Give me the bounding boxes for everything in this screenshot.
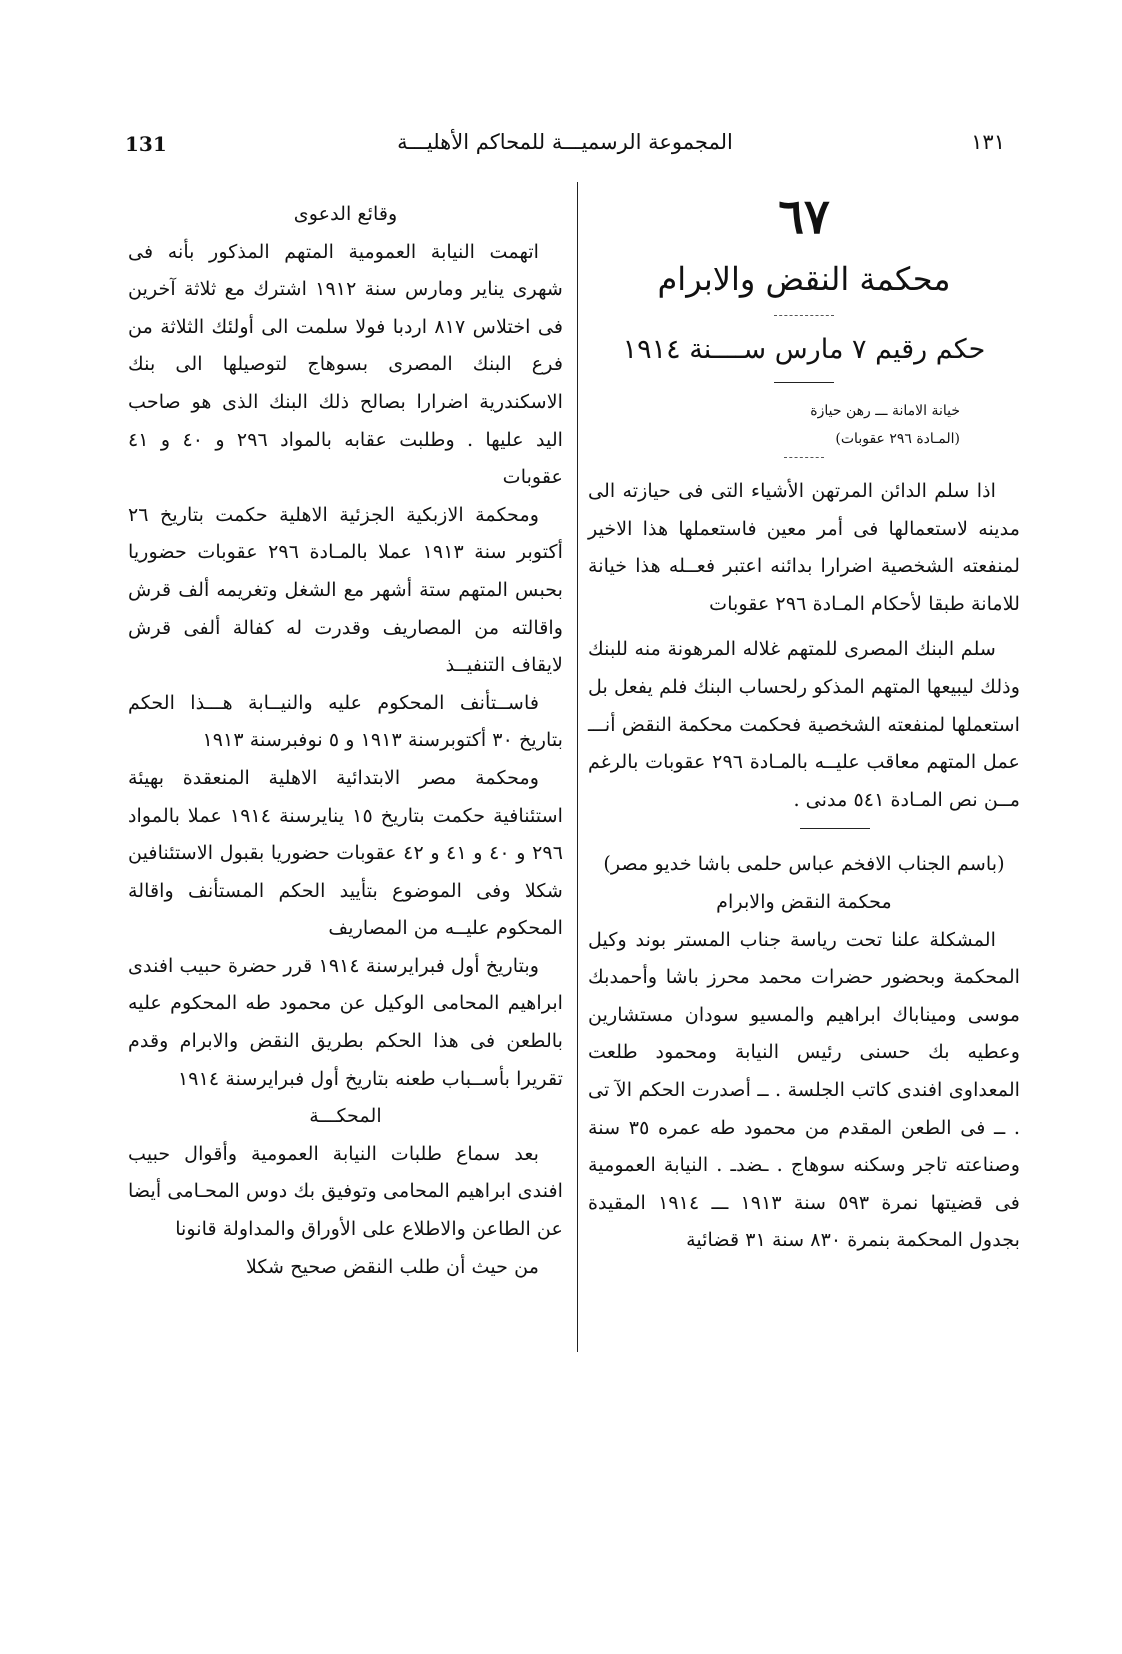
page-number-latin: 131 xyxy=(125,132,167,156)
facts-paragraph-2: ومحكمة الازبكية الجزئية الاهلية حكمت بتاريخ ٢٦ أكتوبر سنة ١٩١٣ عملا بالمـادة ٢٩٦ عقوبات حضوريا بحبس المتهم ستة أشهر مع الشغل وتغريمه ألف قرش واقالته من المصاريف وقدرت له كفالة ألفى قرش لايقاف التنفيــذ xyxy=(128,502,563,677)
facts-heading: وقائع الدعوى xyxy=(293,202,398,225)
running-title: المجموعة الرسميـــة للمحاكم الأهليـــة xyxy=(397,130,733,154)
case-number: ٦٧ xyxy=(778,189,830,245)
dashed-divider xyxy=(774,315,834,316)
sovereign-heading: (باسم الجناب الافخم عباس حلمى باشا خديو مصر) xyxy=(603,852,1005,876)
title-rule xyxy=(774,382,834,383)
page-number-arabic: ١٣١ xyxy=(971,130,1005,154)
court-section-heading: المحكـــة xyxy=(309,1104,382,1128)
section-rule xyxy=(800,828,870,829)
court-paragraph-1: بعد سماع طلبات النيابة العمومية وأقوال حبيب افندى ابراهيم المحامى وتوفيق بك دوس المحـامى أيضا عن الطاعن والاطلاع على الأوراق والمداولة قانونا xyxy=(128,1141,563,1241)
court-paragraph-2: من حيث أن طلب النقض صحيح شكلا xyxy=(245,1254,539,1278)
page-header xyxy=(125,128,1005,164)
facts-paragraph-4: ومحكمة مصر الابتدائية الاهلية المنعقدة بهيئة استئنافية حكمت بتاريخ ١٥ ينايرسنة ١٩١٤ عملا بالمواد ٢٩٦ و ٤٠ و ٤١ و ٤٢ عقوبات حضوريا بقبول الاستئنافين شكلا وفى الموضوع بتأييد الحكم المستأنف واقالة المحكوم عليــه من المصاريف xyxy=(128,765,563,940)
court-subheading: محكمة النقض والابرام xyxy=(716,889,892,913)
right-column xyxy=(588,185,1020,1259)
left-column xyxy=(128,195,563,1285)
column-divider xyxy=(577,182,578,1352)
facts-paragraph-5: وبتاريخ أول فبرايرسنة ١٩١٤ قرر حضرة حبيب افندى ابراهيم المحامى الوكيل عن محمود طه المحكوم عليه بالطعن فى هذا الحكم بطريق النقض والابرام وقدم تقريرا بأســباب طعنه بتاريخ أول فبرايرسنة ١٩١٤ xyxy=(128,953,563,1090)
court-composition: المشكلة علنا تحت رياسة جناب المستر بوند وكيل المحكمة وبحضور حضرات محمد محرز باشا وأحمدبك موسى وميناباك ابراهيم والمسيو سودان مستشارين وعطيه بك حسنى رئيس النيابة ومحمود طلعت المعداوى افندى كاتب الجلسة . ــ أصدرت الحكم الآ تى . ــ فى الطعن المقدم من محمود طه عمره ٣٥ سنة وصناعته تاجر وسكنه سوهاج . ـضدـ . النيابة العمومية فى قضيتها نمرة ٥٩٣ سنة ١٩١٣ ـــ ١٩١٤ المقيدة بجدول المحكمة بنمرة ٨٣٠ سنة ٣١ قضائية xyxy=(588,927,1020,1252)
principle-paragraph-2: سلم البنك المصرى للمتهم غلاله المرهونة منه للبنك وذلك ليبيعها المتهم المذكو رلحساب البنك فلم يفعل بل استعملها لمنفعته الشخصية فحكمت محكمة النقض أنـــ عمل المتهم معاقب عليــه بالمـادة ٢٩٦ عقوبات بالرغم مــن نص المـادة ٥٤١ مدنى . xyxy=(588,637,1020,811)
subject-article: (المـادة ٢٩٦ عقوبات) xyxy=(835,431,960,447)
subject-line: خيانة الامانة ـــ رهن حيازة xyxy=(810,403,960,419)
facts-paragraph-3: فاســتأنف المحكوم عليه والنيــابة هـــذا الحكم بتاريخ ٣٠ أكتوبرسنة ١٩١٣ و ٥ نوفبرسنة ١٩١٣ xyxy=(128,690,563,752)
dashed-divider-small xyxy=(784,457,824,458)
facts-paragraph-1: اتهمت النيابة العمومية المتهم المذكور بأنه فى شهرى يناير ومارس سنة ١٩١٢ اشترك مع ثلاثة آخرين فى اختلاس ٨١٧ اردبا فولا سلمت الى أولئك الثلاثة من فرع البنك المصرى بسوهاج لتوصيلها الى بنك الاسكندرية اضرارا بصالح ذلك البنك الذى هو صاحب اليد عليها . وطلبت عقابه بالمواد ٢٩٦ و ٤٠ و ٤١ عقوبات xyxy=(128,239,563,489)
principle-paragraph-1: اذا سلم الدائن المرتهن الأشياء التى فى حيازته الى مدينه لاستعمالها فى أمر معين فاستعملها هذا الاخير لمنفعته الشخصية اضرارا بدائنه اعتبر فعــله هذا خيانة للامانة طبقا لأحكام المـادة ٢٩٦ عقوبات xyxy=(588,479,1020,615)
ruling-date: حكم رقيم ٧ مارس ســــنة ١٩١٤ xyxy=(622,334,986,365)
court-title: محكمة النقض والابرام xyxy=(657,260,951,298)
